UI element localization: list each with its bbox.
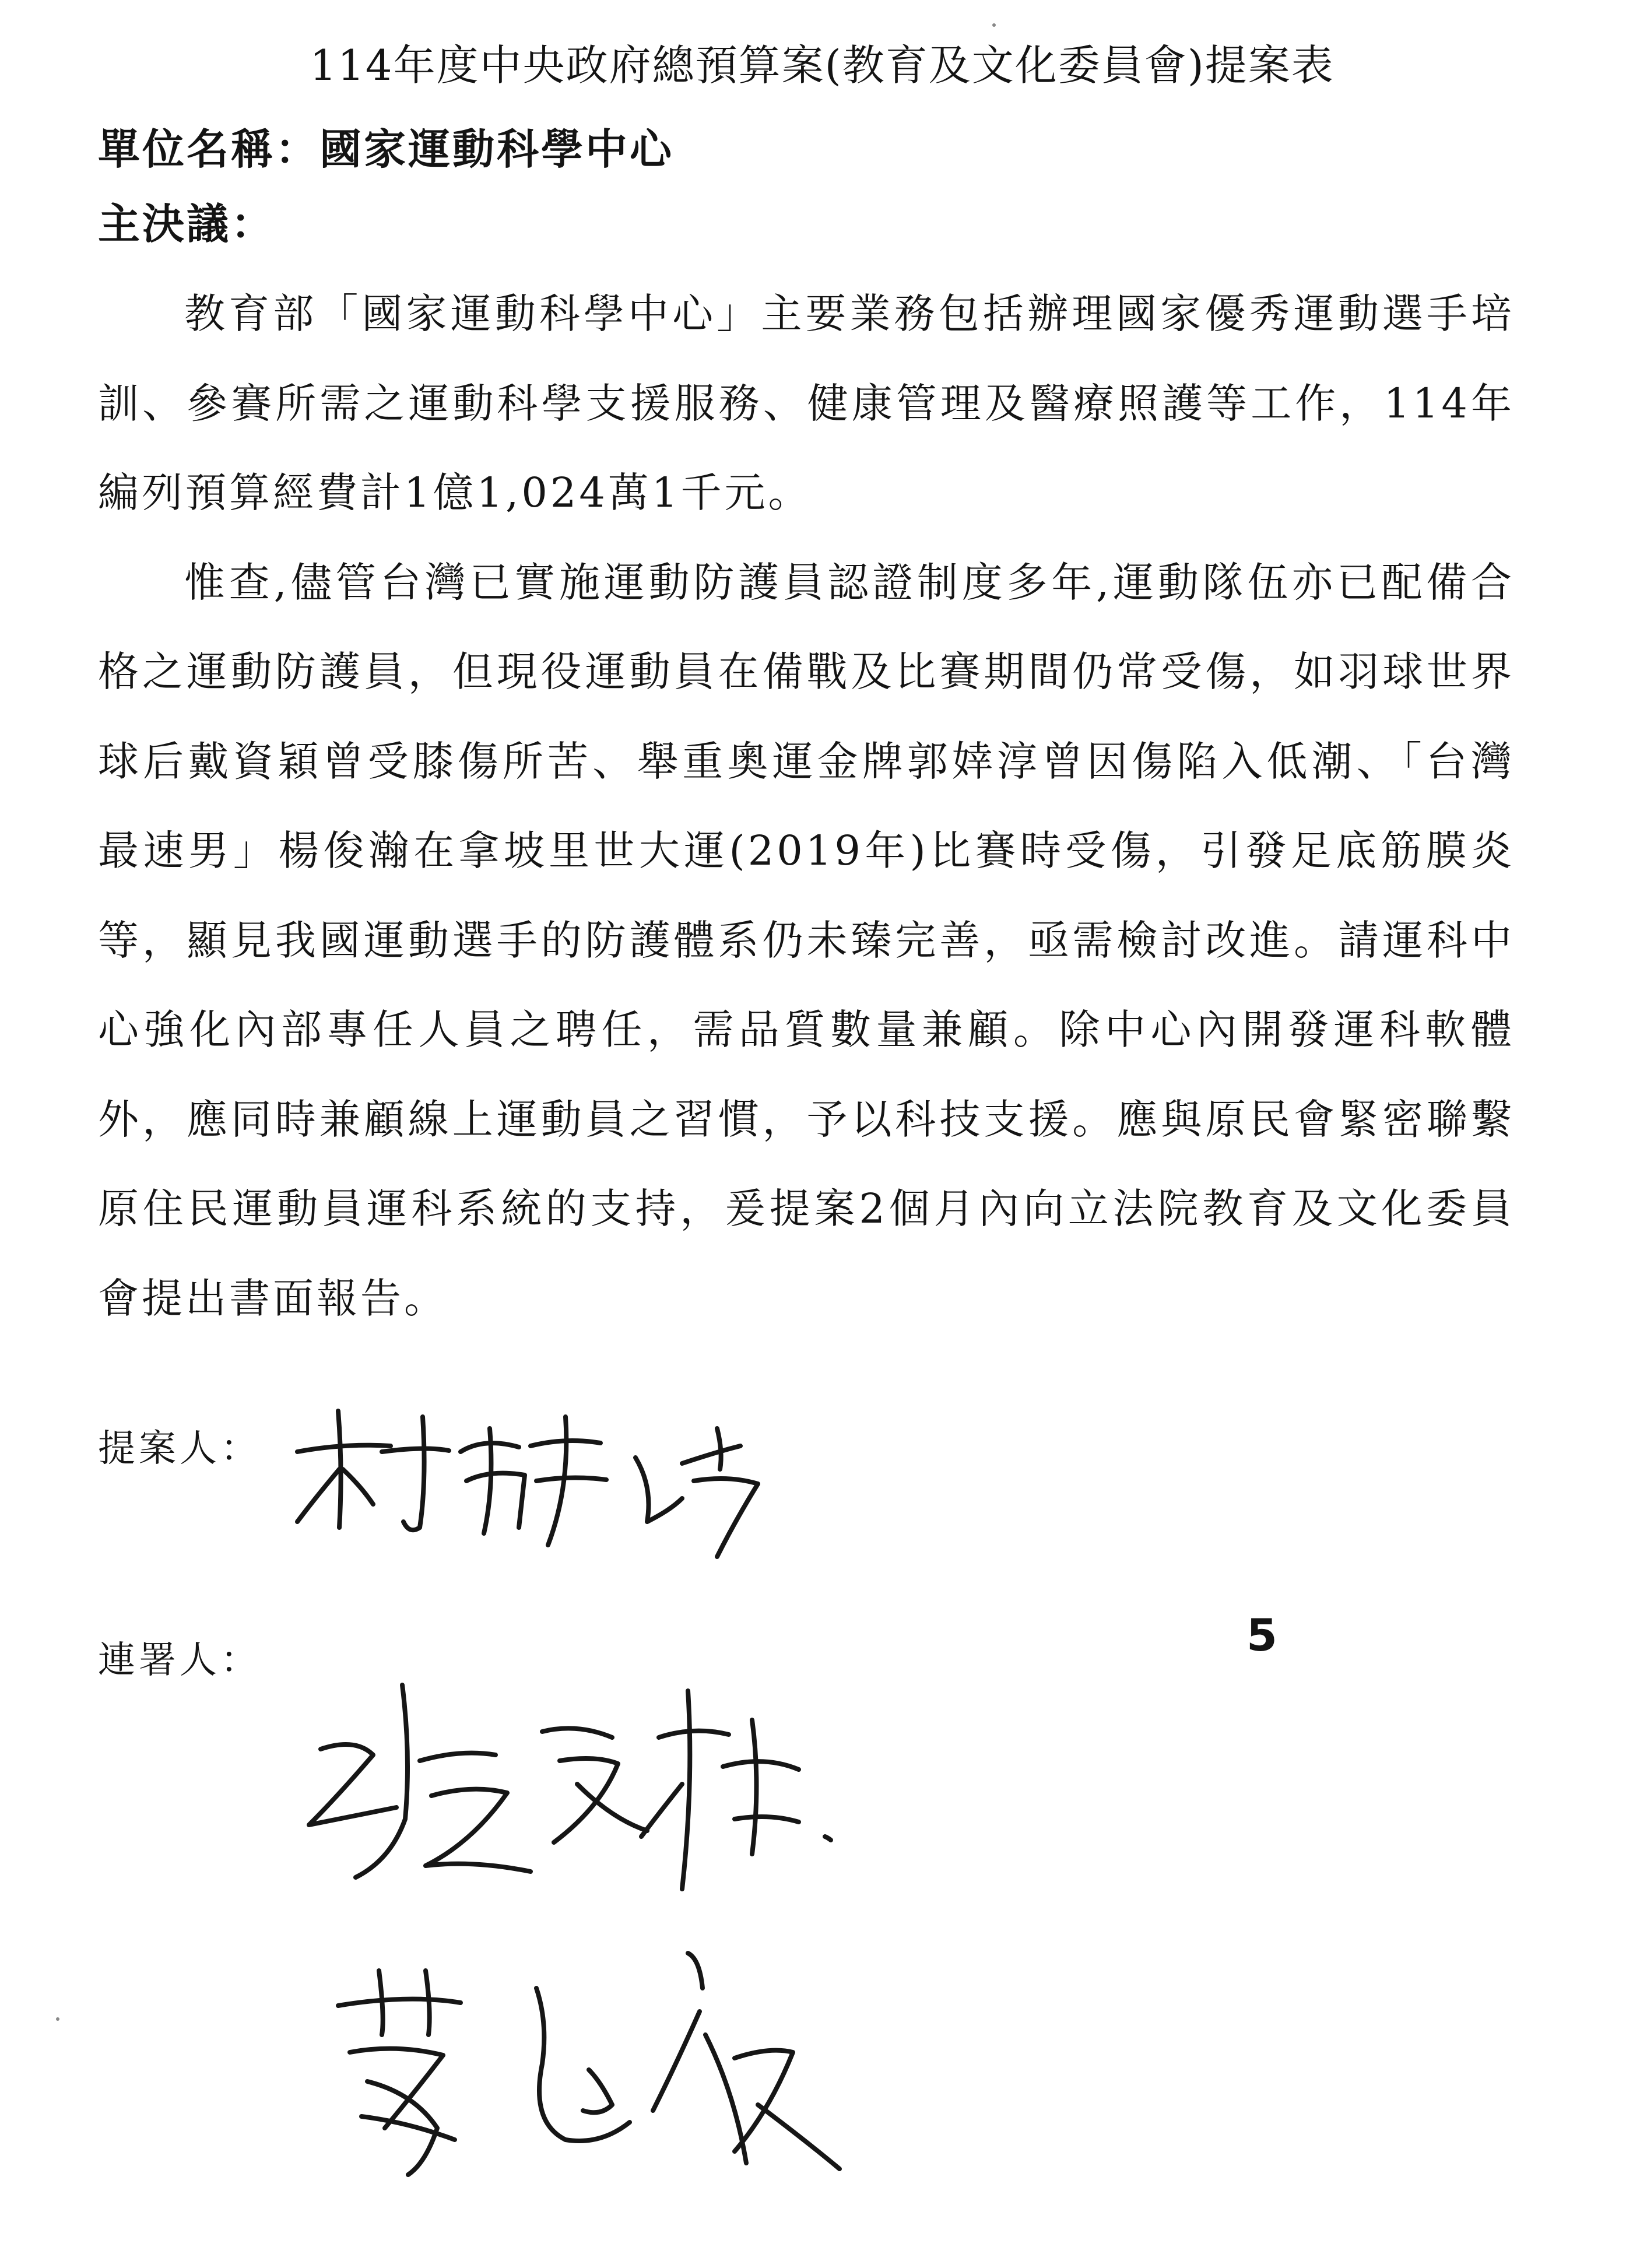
- paragraph-budget: 教育部「國家運動科學中心」主要業務包括辦理國家優秀運動選手培訓、參賽所需之運動科學支援服務、健康管理及醫療照護等工作，114年編列預算經費計1億1,024萬1千元。: [98, 290, 1515, 517]
- cosigner-label: 連署人：: [98, 1639, 261, 1682]
- resolution-body: [98, 269, 1515, 1343]
- resolution-heading: 主決議：: [98, 199, 276, 248]
- scan-speck: [56, 2017, 59, 2021]
- proposer-signature: [274, 1382, 799, 1574]
- cosigner-signature-2: [326, 1918, 968, 2221]
- scan-speck: [992, 23, 996, 27]
- proposer-label: 提案人：: [98, 1427, 261, 1470]
- paragraph-findings: 惟查,儘管台灣已實施運動防護員認證制度多年,運動隊伍亦已配備合格之運動防護員，但現役運動員在備戰及比賽期間仍常受傷，如羽球世界球后戴資穎曾受膝傷所苦、舉重奧運金牌郭婞淳曾因傷陷入低潮、「台灣最速男」楊俊瀚在拿坡里世大運(2019年)比賽時受傷，引發足底筋膜炎等，顯見我國運動選手的防護體系仍未臻完善，亟需檢討改進。請運科中心強化內部專任人員之聘任，需品質數量兼顧。除中心內開發運科軟體外，應同時兼顧線上運動員之習慣，予以科技支援。應與原民會緊密聯繫原住民運動員運科系統的支持，爰提案2個月內向立法院教育及文化委員會提出書面報告。: [98, 558, 1515, 1322]
- unit-name-line: 單位名稱：國家運動科學中心: [98, 124, 675, 174]
- cosigner-signature-1: [286, 1667, 857, 1912]
- document-title: 114年度中央政府總預算案(教育及文化委員會)提案表: [310, 41, 1335, 90]
- page-number: 5: [1246, 1609, 1277, 1661]
